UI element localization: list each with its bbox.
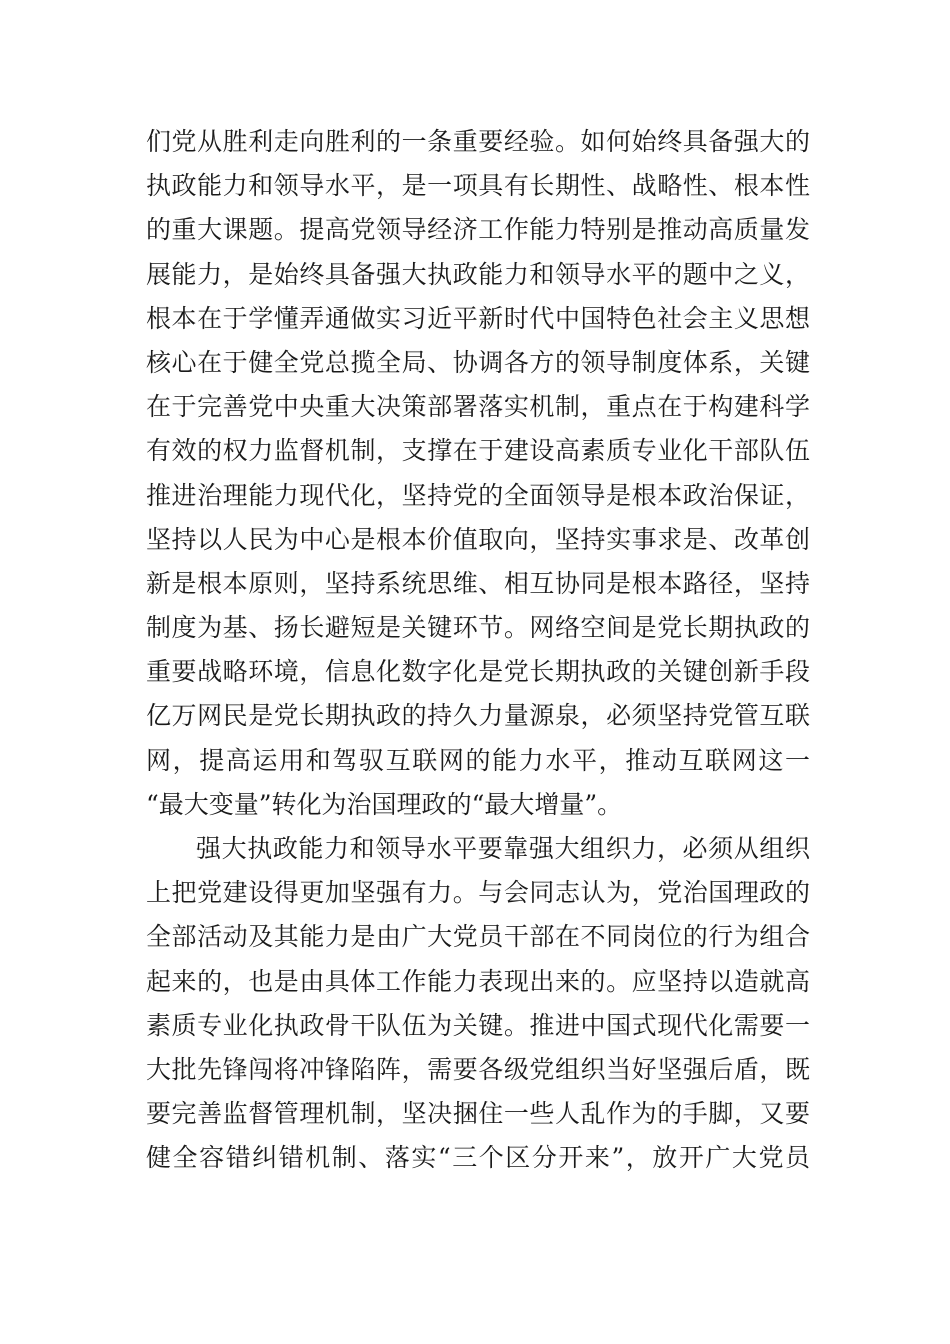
paragraph-first-line: 强大执政能力和领导水平要靠强大组织力，必须从组织 xyxy=(196,834,810,863)
text-line: 网，提高运用和驾驭互联网的能力水平，推动互联网这一 xyxy=(146,745,810,775)
text-line: 制度为基、扬长避短是关键环节。网络空间是党长期执政的 xyxy=(146,613,810,643)
text-line: 在于完善党中央重大决策部署落实机制，重点在于构建科学 xyxy=(146,392,810,422)
document-body xyxy=(146,120,810,1181)
text-line: 起来的，也是由具体工作能力表现出来的。应坚持以造就高 xyxy=(146,966,810,996)
text-line: 素质专业化执政骨干队伍为关键。推进中国式现代化需要一 xyxy=(146,1010,810,1040)
text-line: 有效的权力监督机制，支撑在于建设高素质专业化干部队伍 xyxy=(146,436,810,466)
text-line: 们党从胜利走向胜利的一条重要经验。如何始终具备强大的 xyxy=(146,127,810,156)
text-line: 重要战略环境，信息化数字化是党长期执政的关键创新手段 xyxy=(146,657,810,687)
text-line: 的重大课题。提高党领导经济工作能力特别是推动高质量发 xyxy=(146,215,810,245)
text-line: 全部活动及其能力是由广大党员干部在不同岗位的行为组合 xyxy=(146,922,810,952)
text-line: 推进治理能力现代化，坚持党的全面领导是根本政治保证， xyxy=(146,480,810,510)
text-line: 核心在于健全党总揽全局、协调各方的领导制度体系，关键 xyxy=(146,347,810,377)
text-line: 展能力，是始终具备强大执政能力和领导水平的题中之义， xyxy=(146,259,810,289)
text-line: 新是根本原则，坚持系统思维、相互协同是根本路径，坚持 xyxy=(146,568,810,598)
text-line: 亿万网民是党长期执政的持久力量源泉，必须坚持党管互联 xyxy=(146,701,810,731)
text-line: 坚持以人民为中心是根本价值取向，坚持实事求是、改革创 xyxy=(146,524,810,554)
text-line: 大批先锋闯将冲锋陷阵，需要各级党组织当好坚强后盾，既 xyxy=(146,1054,810,1084)
text-line: 健全容错纠错机制、落实“三个区分开来”，放开广大党员 xyxy=(146,1143,810,1173)
text-line: 要完善监督管理机制，坚决捆住一些人乱作为的手脚，又要 xyxy=(146,1099,810,1129)
text-line: 执政能力和领导水平，是一项具有长期性、战略性、根本性 xyxy=(146,171,810,201)
text-line: 上把党建设得更加坚强有力。与会同志认为，党治国理政的 xyxy=(146,878,810,908)
text-line: “最大变量”转化为治国理政的“最大增量”。 xyxy=(146,789,623,819)
text-line: 根本在于学懂弄通做实习近平新时代中国特色社会主义思想 xyxy=(146,303,810,333)
